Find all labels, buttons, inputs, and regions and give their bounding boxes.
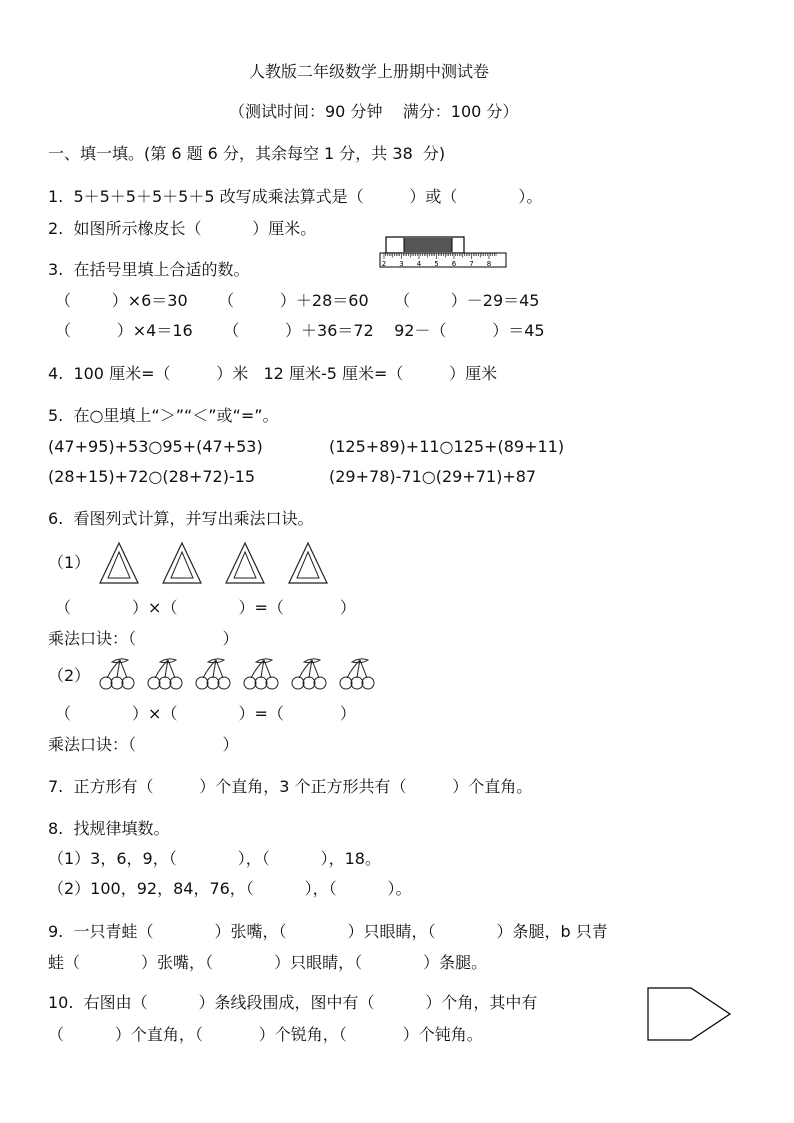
test-info: （测试时间：90 分钟 满分：100 分） (229, 102, 519, 121)
stick-triangle (100, 543, 138, 583)
question-8: 8. 找规律填数。 (48, 819, 170, 838)
q6-part1-equation: （ ）×（ ）=（ ） (55, 598, 356, 617)
q5-row-1-left: (47+95)+53○95+(47+53) (48, 437, 263, 456)
eraser-image (386, 237, 464, 253)
q3-row-2: （ ）×4＝16 （ ）＋36＝72 92－（ ）＝45 (55, 321, 545, 340)
q6-part2-equation: （ ）×（ ）=（ ） (55, 704, 356, 723)
ruler-number: 6 (451, 260, 457, 268)
q3-row-1: （ ）×6＝30 （ ）＋28＝60 （ ）－29＝45 (55, 291, 540, 310)
ruler-number: 2 (381, 260, 387, 268)
ruler-number: 5 (434, 260, 439, 268)
stick-triangle (289, 543, 327, 583)
cherry-bunch (340, 659, 374, 689)
question-1: 1. 5＋5＋5＋5＋5＋5 改写成乘法算式是（ ）或（ ）。 (48, 187, 543, 206)
q6-part2-label: （2） (48, 666, 91, 685)
cherry-bunch (244, 659, 278, 689)
triangle-figures (98, 540, 338, 588)
question-10-line-2: （ ）个直角，（ ）个锐角，（ ）个钝角。 (48, 1025, 483, 1044)
q8-row-2: （2）100，92，84，76，（ ），（ ）。 (48, 879, 412, 898)
cherry-bunch (196, 659, 230, 689)
cherry-figures (98, 656, 388, 692)
ruler-number: 8 (486, 260, 492, 268)
q6-part2-rhyme: 乘法口诀：（ ） (48, 735, 239, 754)
stick-triangle (163, 543, 201, 583)
q6-part1-rhyme: 乘法口诀：（ ） (48, 629, 239, 648)
ruler-number: 7 (469, 260, 474, 268)
stick-triangle (226, 543, 264, 583)
cherry-bunch (148, 659, 182, 689)
question-7: 7. 正方形有（ ）个直角，3 个正方形共有（ ）个直角。 (48, 777, 533, 796)
question-3: 3. 在括号里填上合适的数。 (48, 260, 250, 279)
q5-row-1-right: (125+89)+11○125+(89+11) (329, 437, 565, 456)
section-heading: 一、填一填。(第 6 题 6 分，其余每空 1 分，共 38 分) (48, 144, 446, 163)
question-9-line-1: 9. 一只青蛙（ ）张嘴，（ ）只眼睛，（ ）条腿，b 只青 (48, 922, 608, 941)
question-4: 4. 100 厘米=（ ）米 12 厘米-5 厘米=（ ）厘米 (48, 364, 498, 383)
eraser-ruler-figure (378, 232, 510, 272)
q5-row-2-left: (28+15)+72○(28+72)-15 (48, 467, 256, 486)
q8-row-1: （1）3，6，9，（ ），（ ），18。 (48, 849, 381, 868)
question-10-line-1: 10. 右图由（ ）条线段围成，图中有（ ）个角，其中有 (48, 993, 538, 1012)
pentagon-figure (646, 986, 736, 1044)
q6-part1-label: （1） (48, 553, 91, 572)
q5-row-2-right: (29+78)-71○(29+71)+87 (329, 467, 537, 486)
ruler-image (380, 253, 506, 268)
question-6: 6. 看图列式计算，并写出乘法口诀。 (48, 509, 314, 528)
ruler-number: 4 (416, 260, 422, 268)
question-5: 5. 在○里填上“＞”“＜”或“=”。 (48, 406, 279, 425)
ruler-number: 3 (399, 260, 404, 268)
question-2: 2. 如图所示橡皮长（ ）厘米。 (48, 219, 317, 238)
question-9-line-2: 蛙（ ）张嘴，（ ）只眼睛，（ ）条腿。 (48, 953, 488, 972)
page-title: 人教版二年级数学上册期中测试卷 (249, 62, 490, 81)
cherry-bunch (100, 659, 134, 689)
cherry-bunch (292, 659, 326, 689)
